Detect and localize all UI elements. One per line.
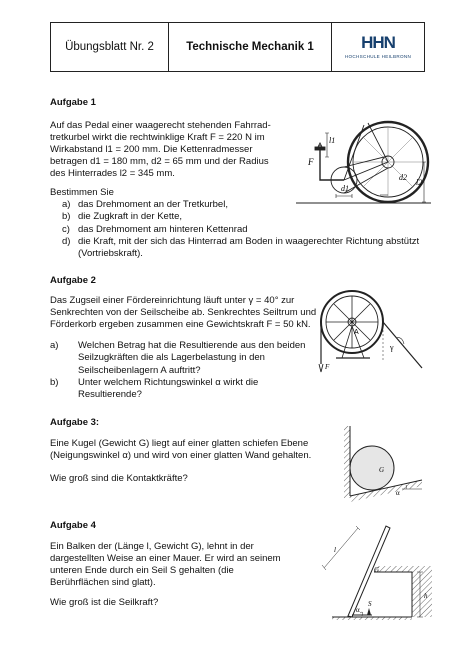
list-item: b) Unter welchem Richtungswinkel α wirkt die — [50, 376, 259, 388]
list-item: b) die Zugkraft in der Kette, — [62, 211, 183, 223]
task1-line-3: Wirkabstand l1 = 200 mm. Die Kettenradmesser — [50, 144, 253, 155]
list-item: a) das Drehmoment an der Tretkurbel, — [62, 199, 228, 210]
logo-subtitle: HOCHSCHULE HEILBRONN — [344, 54, 412, 59]
pulley-figure — [312, 282, 430, 382]
logo-mark: HHN — [361, 33, 395, 52]
list-item: a) Welchen Betrag hat die Resultierende aus den beiden — [50, 340, 306, 351]
bicycle-figure — [296, 105, 431, 205]
fig2-label-gamma: γ — [390, 343, 394, 352]
task4-line-4: Berührflächen sind glatt). — [50, 577, 156, 588]
task3-line-2: (Neigungswinkel α) und wird von einer glatten Wand gehalten. — [50, 450, 312, 461]
task4-line-1: Ein Balken der (Länge l, Gewicht G), lehnt in der — [50, 541, 254, 552]
task2-question-list — [50, 340, 305, 401]
sheet-number: Übungsblatt Nr. 2 — [51, 23, 169, 71]
task4-line-3: unteren Ende durch ein Seil S gehalten (die — [50, 565, 234, 576]
fig4-label-l: l — [334, 546, 336, 554]
fig4-label-alpha: α — [356, 606, 360, 614]
task1-line-5: des Hinterrades l2 = 345 mm. — [50, 168, 175, 179]
task3-line-1: Eine Kugel (Gewicht G) liegt auf einer glatten schiefen Ebene — [50, 438, 309, 449]
fig1-label-d2: d2 — [399, 173, 407, 182]
task3-question: Wie groß sind die Kontaktkräfte? — [50, 473, 188, 484]
task1-line-4: betragen d1 = 180 mm, d2 = 65 mm und der Radius — [50, 156, 269, 167]
task3-title: Aufgabe 3: — [50, 417, 100, 428]
beam-diagram — [312, 520, 432, 620]
fig3-label-alpha: α — [396, 489, 400, 497]
list-item: (Vortriebskraft). — [78, 248, 143, 260]
task2-line-1: Das Zugseil einer Fördereinrichtung läuft unter γ = 40° zur — [50, 295, 295, 306]
header-table — [50, 22, 425, 72]
fig2-label-A: A — [354, 329, 359, 336]
fig1-label-l2: l2 — [416, 178, 423, 187]
list-item: c) das Drehmoment am hinteren Kettenrad — [62, 223, 248, 235]
fig4-label-S: S — [368, 600, 372, 608]
task1-line-2: tretkurbel wirkt die rechtwinklige Kraft F = 220 N im — [50, 132, 265, 143]
university-logo — [332, 23, 424, 71]
task4-title: Aufgabe 4 — [50, 520, 96, 531]
fig2-label-F: F — [325, 363, 330, 371]
task2-line-3: Förderkorb ergeben zusammen eine Gewichtskraft F = 50 kN. — [50, 319, 311, 330]
task1-question-list — [62, 199, 419, 260]
fig4-label-G: G — [374, 566, 380, 574]
course-title: Technische Mechanik 1 — [169, 23, 332, 71]
bicycle-diagram — [296, 105, 431, 205]
task4-line-2: dargestellten Weise an einer Mauer. Er wird an seinem — [50, 553, 281, 564]
fig1-label-F: F — [308, 157, 314, 167]
fig1-label-d1: d1 — [341, 184, 349, 193]
task1-title: Aufgabe 1 — [50, 97, 96, 108]
list-item: Seilzugkräften die als Lagerbelastung in den — [78, 352, 265, 364]
list-item: d) die Kraft, mit der sich das Hinterrad am Boden in waagerechter Richtung abstützt — [62, 235, 420, 247]
sphere-diagram — [344, 424, 424, 504]
list-item: Seilscheibenlagern A auftritt? — [78, 364, 201, 376]
task1-prompt: Bestimmen Sie — [50, 187, 114, 198]
sphere-figure — [344, 424, 424, 504]
pulley-diagram — [312, 282, 430, 382]
task2-line-2: Senkrechten von der Seilscheibe ab. Senkrechtes Seiltrum und — [50, 307, 317, 318]
fig3-label-G: G — [379, 466, 385, 474]
task2-title: Aufgabe 2 — [50, 275, 96, 286]
fig1-label-l1: l1 — [329, 136, 336, 145]
beam-figure — [312, 520, 432, 620]
task1-line-1: Auf das Pedal einer waagerecht stehenden Fahrrad- — [50, 120, 271, 131]
fig4-label-h: h — [424, 592, 428, 600]
task4-question: Wie groß ist die Seilkraft? — [50, 597, 159, 608]
list-item: Resultierende? — [78, 389, 142, 401]
